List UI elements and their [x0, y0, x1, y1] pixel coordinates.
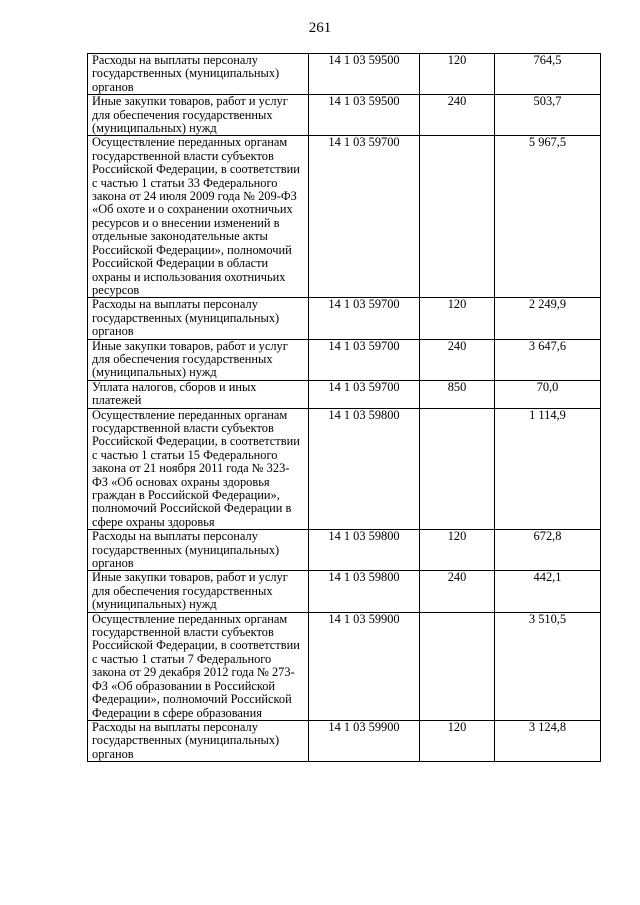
row-code: 14 1 03 59700	[309, 380, 420, 408]
row-amount: 442,1	[495, 571, 601, 612]
row-expense-type: 240	[420, 95, 495, 136]
table-row	[88, 530, 601, 571]
row-description: Осуществление переданных органам государственной власти субъектов Российской Федерации, в соответствии с частью 1 статьи 33 Федерального закона от 24 июля 2009 года № 209-ФЗ «Об охоте и о сохранении охотничьих ресурсов и о внесении изменений в отдельные законодательные акты Российской Федерации», полномочий Российской Федерации в области охраны и использования охотничьих ресурсов	[88, 136, 309, 298]
table-row	[88, 571, 601, 612]
row-code: 14 1 03 59700	[309, 136, 420, 298]
row-amount: 2 249,9	[495, 298, 601, 339]
row-description: Осуществление переданных органам государственной власти субъектов Российской Федерации, в соответствии с частью 1 статьи 7 Федерального закона от 29 декабря 2012 года № 273-ФЗ «Об образовании в Российской Федерации», полномочий Российской Федерации в сфере образования	[88, 612, 309, 720]
row-amount: 672,8	[495, 530, 601, 571]
table-row	[88, 298, 601, 339]
row-amount: 503,7	[495, 95, 601, 136]
row-description: Осуществление переданных органам государственной власти субъектов Российской Федерации, в соответствии с частью 1 статьи 15 Федерального закона от 21 ноября 2011 года № 323-ФЗ «Об основах охраны здоровья граждан в Российской Федерации», полномочий Российской Федерации в сфере охраны здоровья	[88, 408, 309, 530]
row-description: Иные закупки товаров, работ и услуг для обеспечения государственных (муниципальных) нужд	[88, 95, 309, 136]
row-description: Иные закупки товаров, работ и услуг для обеспечения государственных (муниципальных) нужд	[88, 571, 309, 612]
row-description: Расходы на выплаты персоналу государственных (муниципальных) органов	[88, 720, 309, 761]
row-expense-type	[420, 136, 495, 298]
table-row	[88, 380, 601, 408]
row-amount: 764,5	[495, 54, 601, 95]
row-amount: 3 647,6	[495, 339, 601, 380]
row-description: Уплата налогов, сборов и иных платежей	[88, 380, 309, 408]
row-amount: 3 124,8	[495, 720, 601, 761]
row-amount: 3 510,5	[495, 612, 601, 720]
row-code: 14 1 03 59800	[309, 408, 420, 530]
budget-table	[87, 53, 601, 762]
row-expense-type: 850	[420, 380, 495, 408]
row-amount: 5 967,5	[495, 136, 601, 298]
row-expense-type: 120	[420, 530, 495, 571]
row-code: 14 1 03 59900	[309, 612, 420, 720]
row-expense-type: 120	[420, 720, 495, 761]
row-code: 14 1 03 59700	[309, 298, 420, 339]
row-description: Иные закупки товаров, работ и услуг для обеспечения государственных (муниципальных) нужд	[88, 339, 309, 380]
row-expense-type: 120	[420, 54, 495, 95]
row-code: 14 1 03 59800	[309, 530, 420, 571]
row-code: 14 1 03 59700	[309, 339, 420, 380]
row-code: 14 1 03 59800	[309, 571, 420, 612]
row-expense-type: 240	[420, 571, 495, 612]
row-amount: 1 114,9	[495, 408, 601, 530]
row-amount: 70,0	[495, 380, 601, 408]
table-row	[88, 612, 601, 720]
row-code: 14 1 03 59500	[309, 54, 420, 95]
table-row	[88, 339, 601, 380]
table-row	[88, 136, 601, 298]
table-row	[88, 720, 601, 761]
row-expense-type	[420, 612, 495, 720]
page-number: 261	[308, 20, 332, 36]
row-code: 14 1 03 59900	[309, 720, 420, 761]
table-row	[88, 408, 601, 530]
table-row	[88, 95, 601, 136]
row-expense-type: 240	[420, 339, 495, 380]
row-description: Расходы на выплаты персоналу государственных (муниципальных) органов	[88, 530, 309, 571]
row-expense-type: 120	[420, 298, 495, 339]
row-code: 14 1 03 59500	[309, 95, 420, 136]
row-expense-type	[420, 408, 495, 530]
table-row	[88, 54, 601, 95]
row-description: Расходы на выплаты персоналу государственных (муниципальных) органов	[88, 54, 309, 95]
row-description: Расходы на выплаты персоналу государственных (муниципальных) органов	[88, 298, 309, 339]
